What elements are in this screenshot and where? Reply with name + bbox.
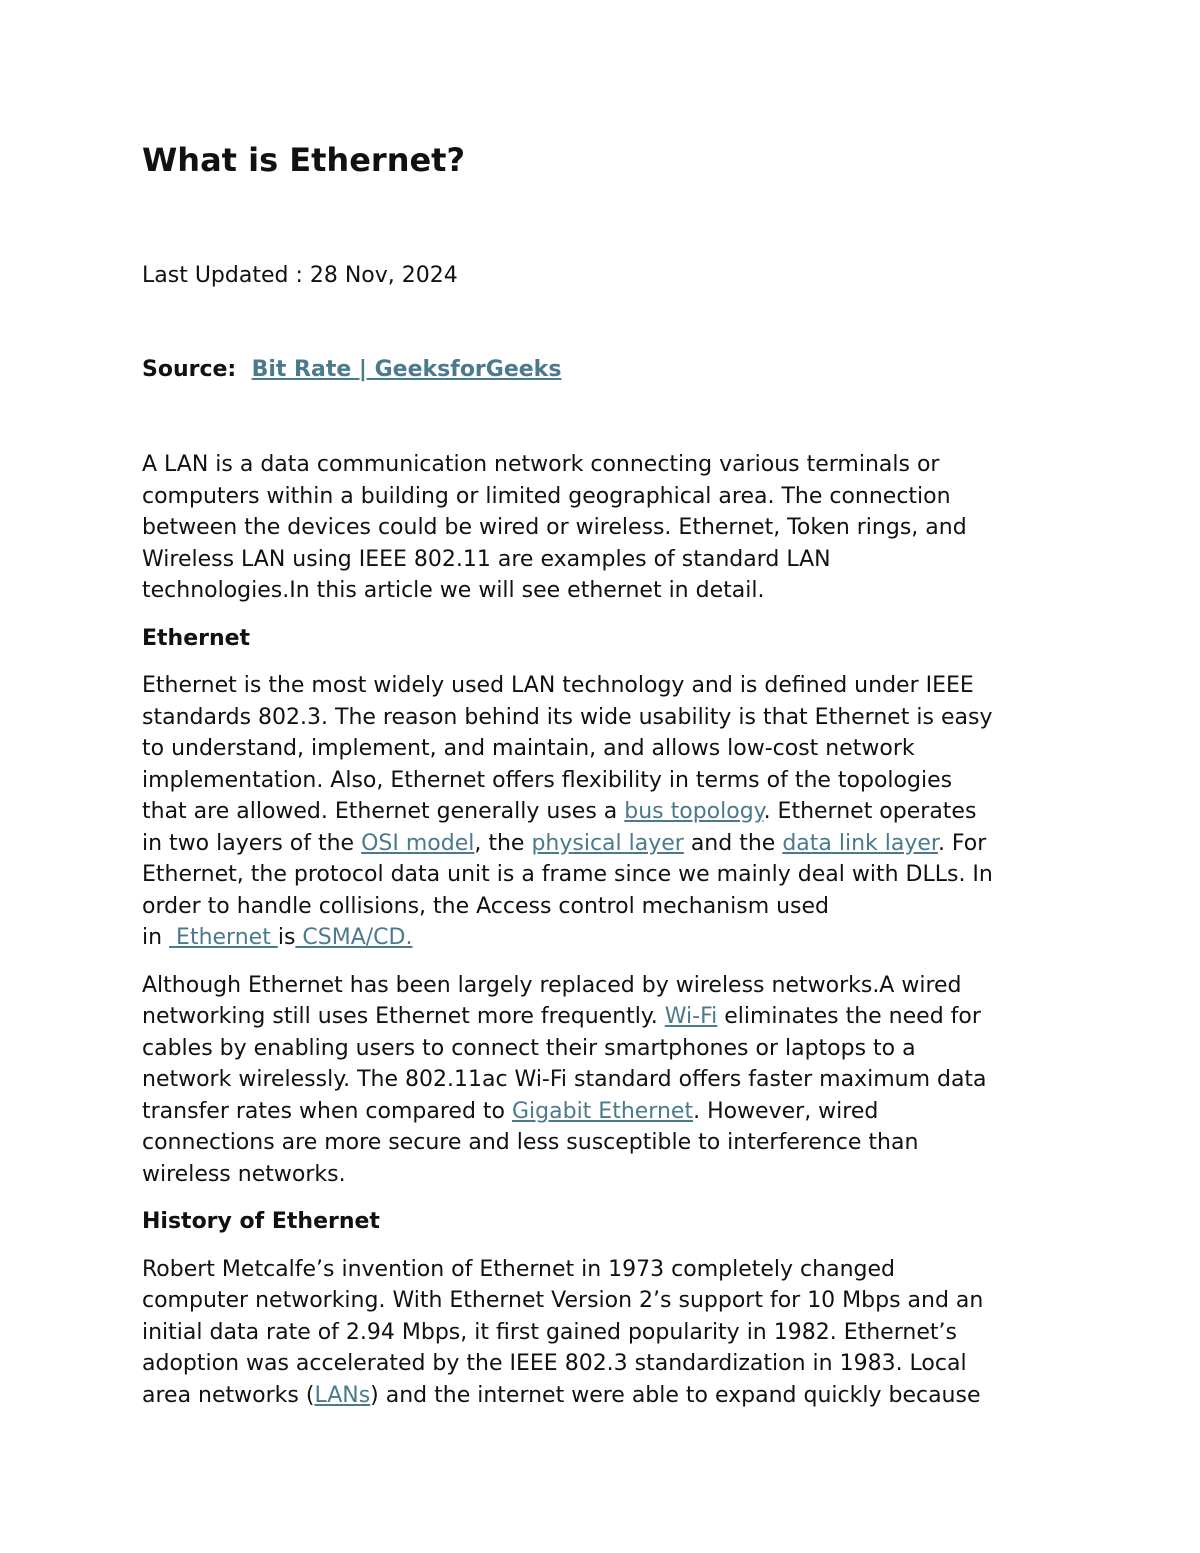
ethernet-link[interactable]: Ethernet xyxy=(169,925,278,950)
osi-model-link[interactable]: OSI model xyxy=(361,830,475,856)
ethernet-paragraph-1: Ethernet is the most widely used LAN technology and is defined under IEEE standards 802.3. The reason behind its wide usability is that Ethernet is easy to understand, implement, and maintain, and allows low-cost network implementation. Also, Ethernet offers flexibility in terms of the topologies that are allowed. Ethernet generally uses a bus topology. Ethernet operates in two layers of the OSI model, the physical layer and the data link layer. For Ethernet, the protocol data unit is a frame since we mainly deal with DLLs. In order to handle collisions, the Access control mechanism used in Ethernet is CSMA/CD. xyxy=(142,673,993,950)
source-line xyxy=(142,354,561,386)
page-title: What is Ethernet? xyxy=(142,141,466,179)
history-heading: History of Ethernet xyxy=(142,1209,380,1234)
article-body xyxy=(142,449,1062,1427)
ethernet-heading: Ethernet xyxy=(142,625,251,651)
csma-cd-link[interactable]: CSMA/CD. xyxy=(295,925,413,950)
lans-link[interactable]: LANs xyxy=(314,1382,371,1408)
gigabit-ethernet-link[interactable]: Gigabit Ethernet xyxy=(512,1098,694,1124)
source-link[interactable]: Bit Rate | GeeksforGeeks xyxy=(251,357,562,382)
history-paragraph: Robert Metcalfe’s invention of Ethernet in 1973 completely changed computer networking. With Ethernet Version 2’s support for 10 Mbps and an initial data rate of 2.94 Mbps, it first gained popularity in 1982. Ethernet’s adoption was accelerated by the IEEE 802.3 standardization in 1983. Local area networks (LANs) and the internet were able to expand quickly because xyxy=(142,1256,984,1408)
ethernet-paragraph-2: Although Ethernet has been largely replaced by wireless networks.A wired networking still uses Ethernet more frequently. Wi-Fi eliminates the need for cables by enabling users to connect their smartphones or laptops to a network wirelessly. The 802.11ac Wi-Fi standard offers faster maximum data transfer rates when compared to Gigabit Ethernet. However, wired connections are more secure and less susceptible to interference than wireless networks. xyxy=(142,972,987,1187)
source-label: Source: xyxy=(142,357,237,382)
wifi-link[interactable]: Wi-Fi xyxy=(664,1004,718,1029)
intro-paragraph: A LAN is a data communication network connecting various terminals or computers within a building or limited geographical area. The connection between the devices could be wired or wireless. Ethernet, Token rings, and Wireless LAN using IEEE 802.11 are examples of standard LAN technologies.In this article we will see ethernet in detail. xyxy=(142,452,967,603)
physical-layer-link[interactable]: physical layer xyxy=(531,830,684,856)
data-link-layer-link[interactable]: data link layer xyxy=(782,830,938,856)
last-updated: Last Updated : 28 Nov, 2024 xyxy=(142,263,458,288)
bus-topology-link[interactable]: bus topology xyxy=(624,799,764,824)
